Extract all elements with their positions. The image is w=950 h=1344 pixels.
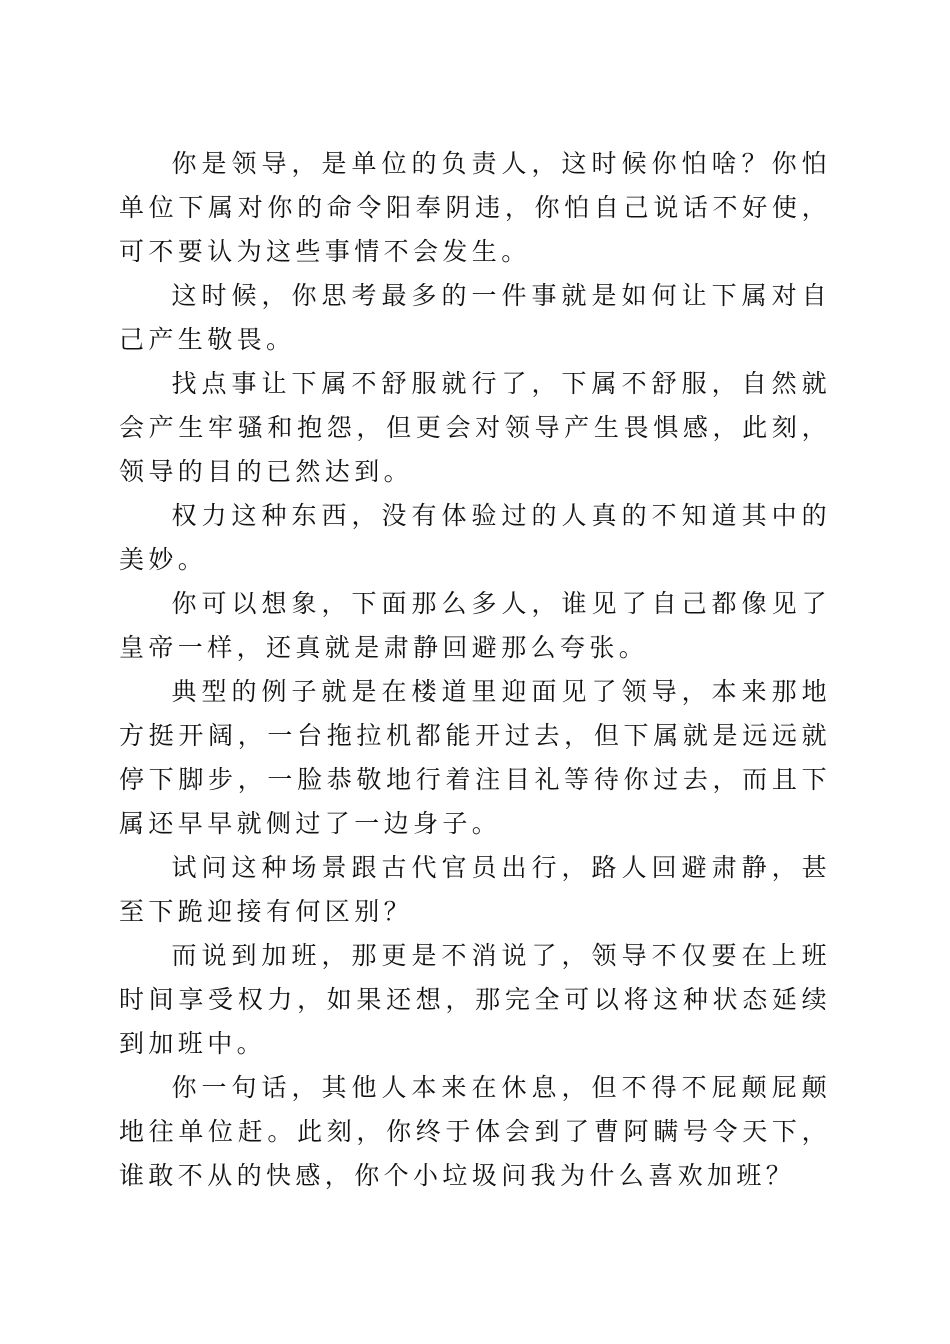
paragraph-2: 这时候，你思考最多的一件事就是如何让下属对自己产生敬畏。	[119, 281, 831, 354]
paragraph-8: 而说到加班，那更是不消说了，领导不仅要在上班时间享受权力，如果还想，那完全可以将这种状态延续到加班中。	[119, 941, 831, 1058]
paragraph-1: 你是领导，是单位的负责人，这时候你怕啥？你怕单位下属对你的命令阳奉阴违，你怕自己说话不好使，可不要认为这些事情不会发生。	[119, 149, 831, 266]
paragraph-7: 试问这种场景跟古代官员出行，路人回避肃静，甚至下跪迎接有何区别？	[119, 853, 831, 926]
article-body	[119, 142, 831, 1198]
paragraph-9: 你一句话，其他人本来在休息，但不得不屁颠屁颠地往单位赶。此刻，你终于体会到了曹阿瞒号令天下，谁敢不从的快感，你个小垃圾问我为什么喜欢加班？	[119, 1073, 831, 1190]
paragraph-3: 找点事让下属不舒服就行了，下属不舒服，自然就会产生牢骚和抱怨，但更会对领导产生畏惧感，此刻，领导的目的已然达到。	[119, 369, 831, 486]
paragraph-5: 你可以想象，下面那么多人，谁见了自己都像见了皇帝一样，还真就是肃静回避那么夸张。	[119, 589, 831, 662]
paragraph-6: 典型的例子就是在楼道里迎面见了领导，本来那地方挺开阔，一台拖拉机都能开过去，但下属就是远远就停下脚步，一脸恭敬地行着注目礼等待你过去，而且下属还早早就侧过了一边身子。	[119, 677, 831, 838]
paragraph-4: 权力这种东西，没有体验过的人真的不知道其中的美妙。	[119, 501, 831, 574]
